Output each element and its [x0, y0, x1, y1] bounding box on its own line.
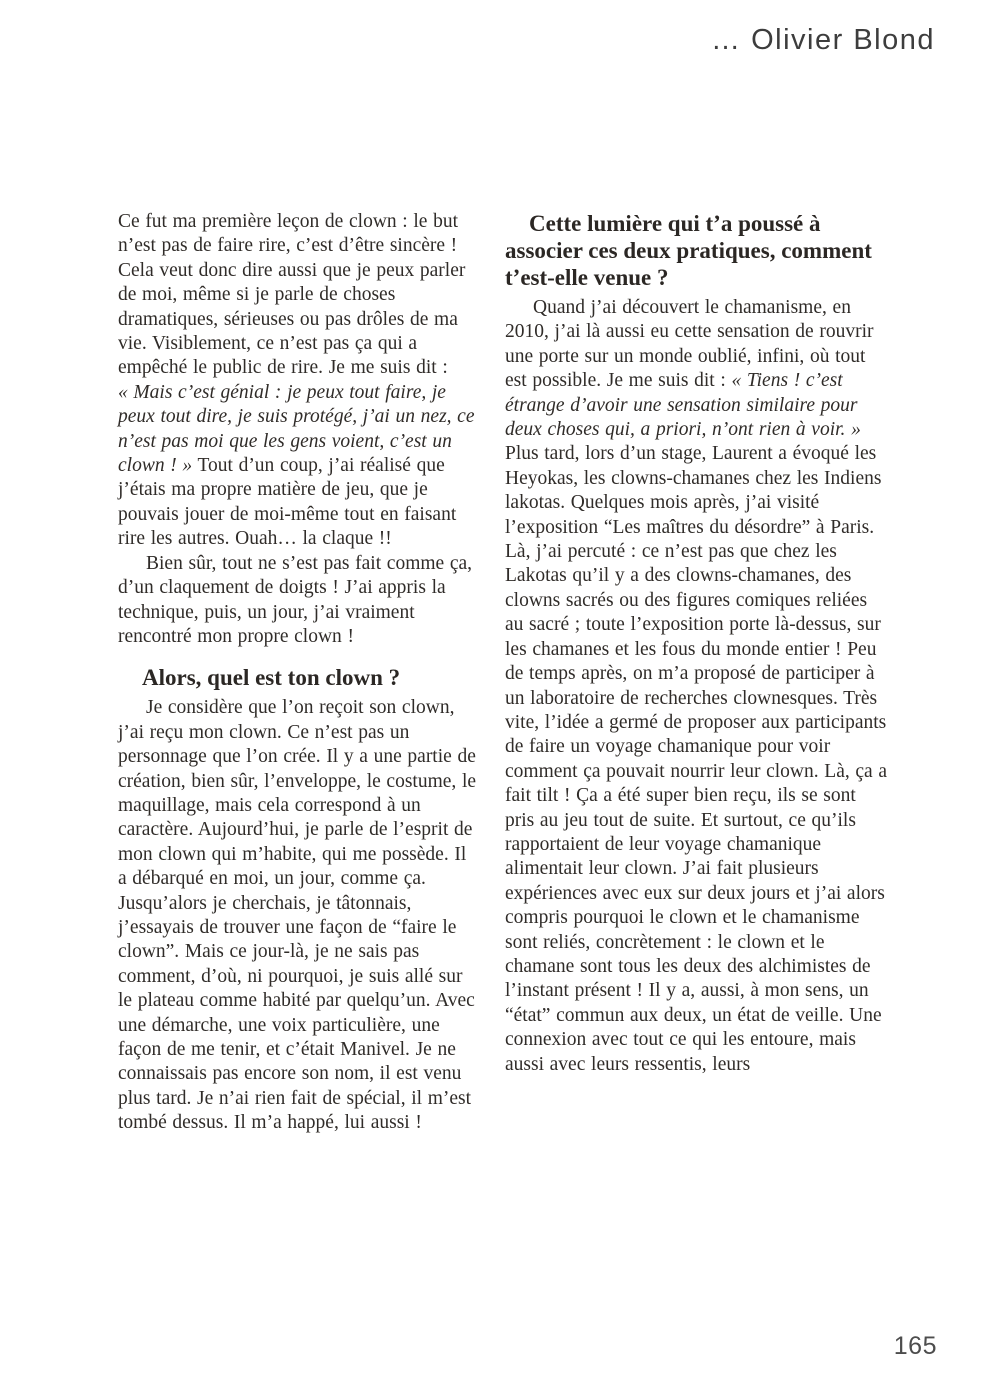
body-text: Je considère que l’on reçoit son clown, j’ai reçu mon clown. Ce n’est pas un personnage que l’on crée. Il y a une partie de création, bien sûr, l’enveloppe, le costume, le maquillage, mais cela correspond à un caractère. Aujourd’hui, je parle de l’esprit de mon clown qui m’habite, qui me possède. Il a débarqué en moi, un jour, comme ça. Jusqu’alors je cherchais, je tâtonnais, j’essayais de trouver une façon de “faire le clown”. Mais ce jour-là, je ne sais pas comment, d’où, ni pourquoi, je suis allé sur le plateau comme habité par quelqu’un. Avec une démarche, une voix particulière, une façon de me tenir, et c’était Manivel. Je ne connaissais pas encore son nom, il est venu plus tard. Je n’ai rien fait de spécial, il m’est tombé dessus. Il m’a happé, lui aussi ! [118, 697, 477, 1134]
text-column-right [505, 210, 887, 1077]
paragraph [118, 210, 480, 552]
paragraph [505, 296, 887, 1077]
body-text: Cette lumière qui t’a poussé à associer ces deux pratiques, comment t’est-elle venue ? [505, 211, 872, 290]
paragraph [118, 552, 480, 650]
text-column-left [118, 210, 480, 1136]
running-head-author: … Olivier Blond [711, 24, 935, 56]
body-text: Tout d’un coup, j’ai réalisé que j’étais ma propre matière de jeu, que je pouvais jouer de moi-même tout en faisant rire les autres. Ouah… la claque !! [118, 455, 457, 550]
question-heading [505, 210, 887, 291]
body-text: Bien sûr, tout ne s’est pas fait comme ça, d’un claquement de doigts ! J’ai appris la technique, puis, un jour, j’ai vraiment rencontré mon propre clown ! [118, 552, 473, 647]
page-number: 165 [893, 1332, 937, 1360]
paragraph [118, 696, 480, 1135]
body-text: Alors, quel est ton clown ? [142, 665, 401, 691]
quoted-italic-text: « Mais c’est génial : je peux tout faire, je peux tout dire, je suis protégé, j’ai un nez, ce n’est pas moi que les gens voient, c’est un clown ! » [118, 381, 475, 477]
body-text: Quand j’ai découvert le chamanisme, en 2010, j’ai là aussi eu cette sensation de rouvrir une porte sur un monde oublié, infini, où tout est possible. Je me suis dit : [505, 297, 874, 392]
body-text: Plus tard, lors d’un stage, Laurent a évoqué les Heyokas, les clowns-chamanes chez les Indiens lakotas. Quelques mois après, j’ai visité l’exposition “Les maîtres du désordre” à Paris. Là, j’ai percuté : ce n’est pas que chez les Lakotas qu’il y a des clowns-chamanes, des clowns sacrés ou des figures comiques reliées au sacré ; toute l’exposition porte là-dessus, sur les chamanes et les fous du monde entier ! Peu de temps après, on m’a proposé de participer à un laboratoire de recherches clownesques. Très vite, l’idée a germé de proposer aux participants de faire un voyage chamanique pour voir comment ça pouvait nourrir leur clown. Là, ça a fait tilt ! Ça a été super bien reçu, ils se sont pris au jeu tout de suite. Et surtout, ce qu’ils rapportaient de leur voyage chamanique alimentait leur clown. J’ai fait plusieurs expériences avec eux sur deux jours et j’ai alors compris pourquoi le clown et le chamanisme sont reliés, concrètement : le clown et le chamane sont tous les deux des alchimistes de l’instant présent ! Il y a, aussi, à mon sens, un “état” commun aux deux, un état de veille. Une connexion avec tout ce qui les entoure, mais aussi avec leurs ressentis, leurs [505, 443, 888, 1075]
body-text: Ce fut ma première leçon de clown : le but n’est pas de faire rire, c’est d’être sincère ! Cela veut donc dire aussi que je peux parler de moi, même si je parle de choses dramatiques, sérieuses ou pas drôles de ma vie. Visiblement, ce n’est pas ça qui a empêché le public de rire. Je me suis dit : [118, 211, 466, 379]
question-heading [118, 664, 480, 691]
quoted-italic-text: « Tiens ! c’est étrange d’avoir une sensation similaire pour deux choses qui, a priori, n’ont rien à voir. » [505, 370, 861, 441]
